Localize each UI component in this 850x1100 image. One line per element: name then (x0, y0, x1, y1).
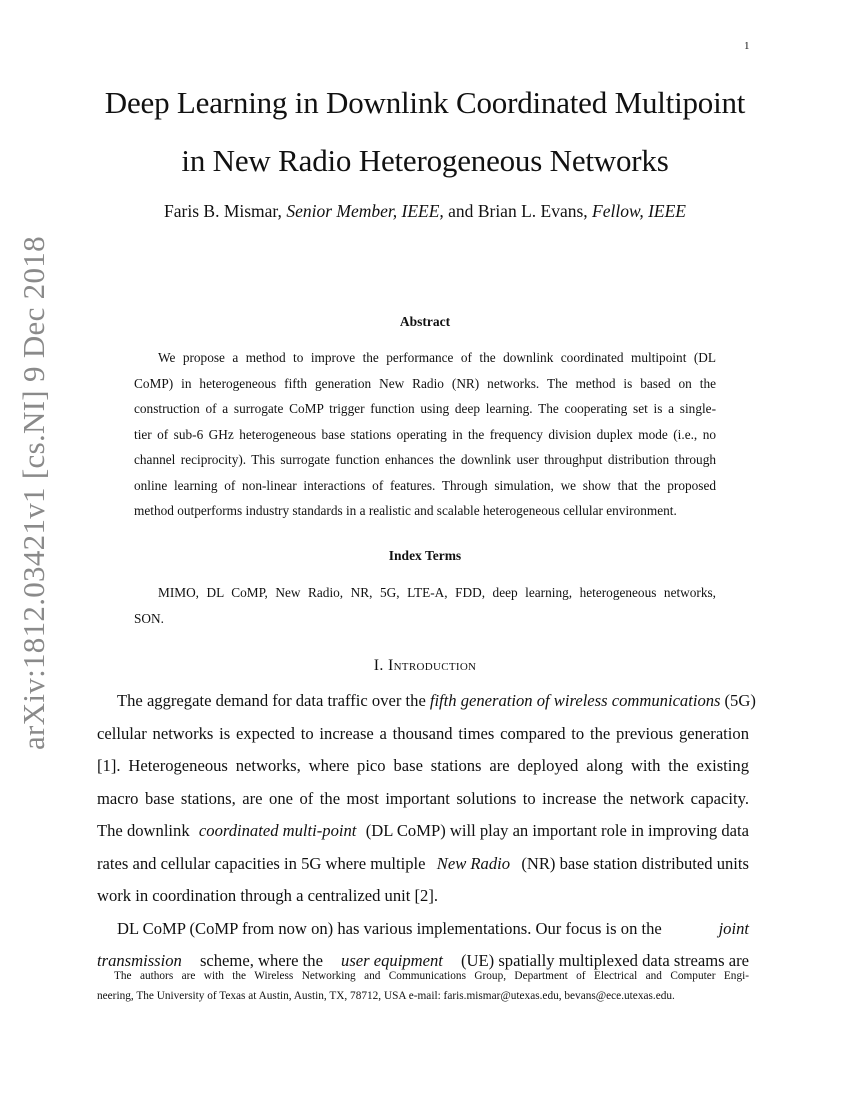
intro-p1-line-6 (97, 848, 749, 881)
author-conjunction: and (448, 201, 474, 221)
index-terms-heading: Index Terms (388, 548, 462, 563)
title-line-1: Deep Learning in Downlink Coordinated Multipoint (104, 85, 746, 120)
abstract-line: online learning of non-linear interactions of features. Through simulation, we show that the proposed (134, 477, 716, 493)
emphasis-joint: joint (718, 918, 749, 938)
introduction-body (97, 685, 756, 978)
text-run: The aggregate demand for data traffic over the (117, 691, 426, 710)
footnote-line-2: neering, The University of Texas at Austin, Austin, TX, 78712, USA e-mail: faris.mismar@utexas.edu, bevans@ece.utexas.edu. (97, 990, 675, 1002)
index-terms-line: MIMO, DL CoMP, New Radio, NR, 5G, LTE-A, FDD, deep learning, heterogeneous networks, (158, 585, 716, 600)
abstract-heading: Abstract (399, 314, 451, 329)
text-run: (5G) (724, 691, 756, 710)
intro-p1-line-7: work in coordination through a centralized unit [2]. (97, 886, 438, 905)
text-run: (NR) base station distributed units (521, 853, 749, 873)
abstract-line: channel reciprocity). This surrogate function enhances the downlink user throughput distribution through (134, 452, 716, 467)
intro-p1-line-2: cellular networks is expected to increase a thousand times compared to the previous generation (97, 723, 749, 743)
intro-p1-line-1 (97, 685, 756, 718)
intro-p1-line-4: macro base stations, are one of the most important solutions to increase the network capacity. (97, 788, 749, 808)
intro-p1-line-3: [1]. Heterogeneous networks, where pico base stations are deployed along with the existing (97, 756, 749, 775)
title-line-2: in New Radio Heterogeneous Networks (181, 143, 669, 178)
text-run: scheme, where the (199, 951, 323, 970)
abstract-line: We propose a method to improve the performance of the downlink coordinated multipoint (DL (158, 350, 716, 365)
text-run: (DL CoMP) will play an important role in improving data (365, 821, 749, 840)
author-2-name: Brian L. Evans, (477, 201, 588, 221)
abstract-line: tier of sub-6 GHz heterogeneous base stations operating in the frequency division duplex mode (i.e., no (134, 426, 716, 442)
emphasis-transmission: transmission (97, 951, 182, 970)
text-run: The downlink (97, 821, 190, 840)
abstract-line: method outperforms industry standards in a realistic and scalable heterogeneous cellular environment. (134, 503, 677, 518)
text-run: DL CoMP (CoMP from now on) has various implementations. Our focus is on the (117, 918, 662, 938)
section-numeral: I. (373, 657, 384, 674)
paper-title (0, 74, 850, 190)
index-terms-body (134, 580, 716, 631)
author-2-title: Fellow, IEEE (592, 201, 686, 221)
intro-p1-line-5 (97, 815, 749, 848)
section-heading-introduction (0, 657, 850, 675)
footnote-line-1: The authors are with the Wireless Networking and Communications Group, Department of Electrical and Computer Engi- (114, 970, 749, 982)
emphasis-5g: fifth generation of wireless communications (429, 691, 721, 710)
abstract-body (134, 345, 716, 524)
page-number: 1 (744, 40, 750, 52)
abstract-line: CoMP) in heterogeneous fifth generation New Radio (NR) networks. The method is based on the (134, 375, 716, 391)
section-title: Introduction (387, 657, 477, 674)
footnote (97, 966, 749, 1006)
author-1-name: Faris B. Mismar, (164, 201, 282, 221)
text-run: rates and cellular capacities in 5G where multiple (97, 853, 426, 873)
author-line (0, 201, 850, 222)
index-terms-line: SON. (134, 610, 164, 626)
author-1-title: Senior Member, IEEE, (286, 201, 444, 221)
text-run: (UE) spatially multiplexed data streams are (461, 951, 749, 970)
arxiv-stamp: arXiv:1812.03421v1 [cs.NI] 9 Dec 2018 (16, 236, 51, 750)
emphasis-ue: user equipment (341, 951, 443, 970)
emphasis-nr: New Radio (436, 853, 511, 873)
emphasis-comp: coordinated multi-point (198, 821, 357, 840)
intro-p2-line-1 (97, 913, 749, 946)
abstract-line: construction of a surrogate CoMP trigger function using deep learning. The cooperating set is a single- (134, 401, 716, 416)
